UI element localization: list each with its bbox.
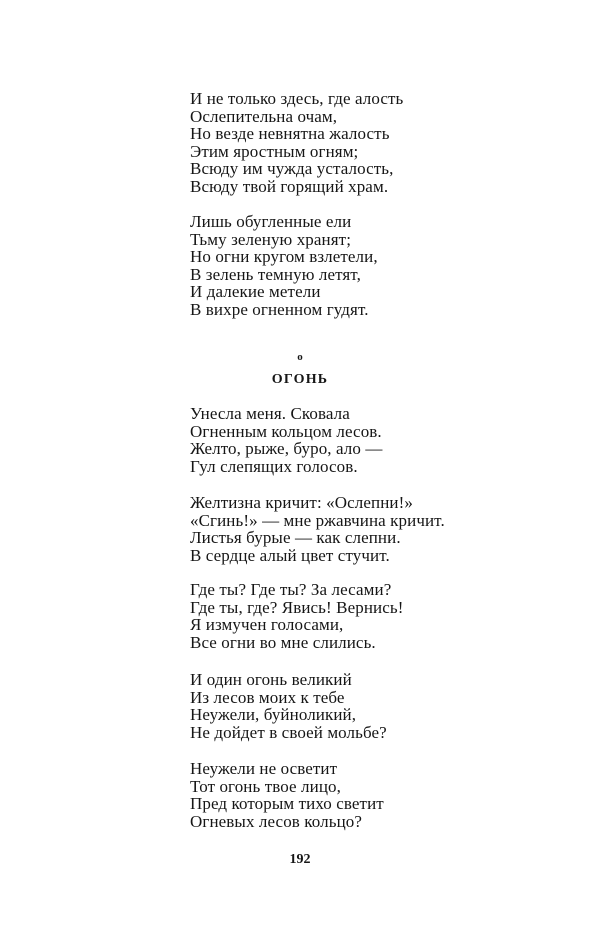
verse-line: Тот огонь твое лицо,	[190, 776, 341, 796]
stanza-1	[190, 90, 403, 196]
verse-line: Огненным кольцом лесов.	[190, 421, 382, 441]
verse-line: Все огни во мне слились.	[190, 632, 376, 652]
verse-line: Лишь обугленные ели	[190, 212, 352, 231]
verse-line: Гул слепящих голосов.	[190, 456, 358, 476]
verse-line: Где ты? Где ты? За лесами?	[190, 580, 392, 599]
verse-line: Всюду им чужда усталость,	[190, 159, 394, 179]
verse-line: И не только здесь, где алость	[190, 89, 404, 108]
page-number: 192	[289, 852, 311, 867]
poem-stanza-4	[190, 671, 387, 741]
verse-line: Желтизна кричит: «Ослепни!»	[190, 493, 413, 512]
verse-line: В зелень темную летят,	[190, 264, 361, 284]
verse-line: Неужели, буйноликий,	[190, 705, 357, 725]
poem-stanza-1	[190, 405, 382, 475]
verse-line: И один огонь великий	[190, 670, 352, 689]
verse-line: Ослепительна очам,	[190, 106, 338, 126]
verse-line: И далекие метели	[190, 282, 321, 302]
stanza-2	[190, 213, 378, 319]
verse-line: Неужели не осветит	[190, 759, 338, 778]
verse-line: Желто, рыже, буро, ало —	[190, 439, 383, 459]
poem-stanza-3	[190, 581, 403, 651]
verse-line: В сердце алый цвет стучит.	[190, 545, 390, 565]
verse-line: Из лесов моих к тебе	[190, 687, 345, 707]
verse-line: Не дойдет в своей мольбе?	[190, 722, 387, 742]
verse-line: Всюду твой горящий храм.	[190, 176, 389, 196]
verse-line: Но огни кругом взлетели,	[190, 247, 378, 267]
poem-stanza-5	[190, 760, 384, 830]
verse-line: Этим яростным огням;	[190, 141, 359, 161]
poem-stanza-2	[190, 494, 445, 564]
poem-marker: о	[297, 351, 303, 363]
verse-line: Пред которым тихо светит	[190, 794, 384, 814]
verse-line: Тьму зеленую хранят;	[190, 229, 352, 249]
verse-line: Унесла меня. Сковала	[190, 404, 350, 423]
verse-line: Я измучен голосами,	[190, 615, 344, 635]
verse-line: Но везде невнятна жалость	[190, 124, 390, 144]
verse-line: Листья бурые — как слепни.	[190, 528, 401, 548]
verse-line: Где ты, где? Явись! Вернись!	[190, 597, 404, 617]
verse-line: В вихре огненном гудят.	[190, 299, 369, 319]
verse-line: «Сгинь!» — мне ржавчина кричит.	[190, 510, 445, 530]
poem-title: ОГОНЬ	[271, 372, 329, 387]
verse-line: Огневых лесов кольцо?	[190, 811, 363, 831]
